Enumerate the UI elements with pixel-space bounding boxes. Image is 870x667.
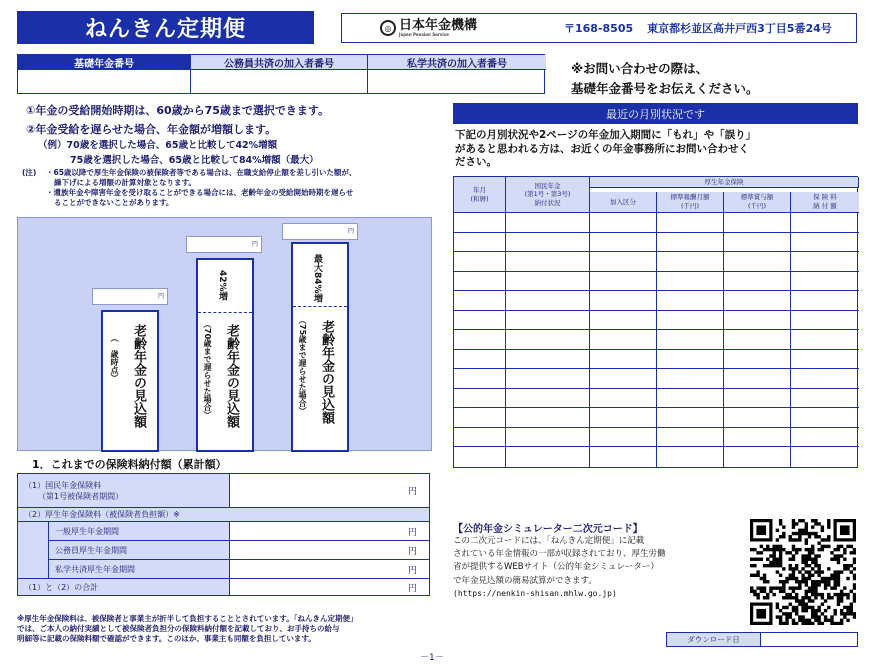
payment-row-total: （1）と（2）の合計 円: [18, 579, 429, 595]
payment-row-koumuin: 公務員厚生年金期間 円: [48, 541, 429, 560]
logo: [380, 19, 530, 37]
monthly-cell: [454, 408, 506, 428]
monthly-cell: [724, 311, 791, 331]
monthly-cell: [724, 272, 791, 292]
bar1-amount: 円: [92, 288, 168, 305]
col-kousei: 厚生年金保険: [590, 177, 859, 188]
intro-point1: ①年金の受給開始時期は、60歳から75歳まで選択できます。: [26, 104, 330, 117]
monthly-cell: [657, 330, 724, 350]
monthly-cell: [454, 350, 506, 370]
logo-sub-text: Japan Pension Service: [399, 32, 449, 37]
monthly-cell: [454, 272, 506, 292]
monthly-cell: [791, 447, 859, 467]
payment-row-ippan: 一般厚生年金期間 円: [48, 522, 429, 541]
monthly-cell: [454, 311, 506, 331]
page-number: －1－: [420, 653, 444, 663]
monthly-cell: [506, 213, 590, 233]
monthly-cell: [657, 311, 724, 331]
payment-row-kousei-header: （2）厚生年金保険料（被保険者負担額）※: [18, 508, 429, 521]
monthly-cell: [724, 330, 791, 350]
monthly-row: [454, 233, 857, 253]
payment-value-kokumin: 円: [229, 474, 429, 507]
monthly-row: [454, 330, 857, 350]
monthly-row: [454, 291, 857, 311]
monthly-cell: [791, 272, 859, 292]
bar1-title: 老齢年金の見込額: [131, 324, 146, 428]
monthly-cell: [454, 252, 506, 272]
private-school-number-header: 私学共済の加入者番号: [368, 55, 546, 70]
monthly-cell: [454, 213, 506, 233]
monthly-description: 下記の月別状況や2ページの年金加入期間に「もれ」や「誤り」 があると思われる方は、お近くの年金事務所にお問い合わせく ださい。: [455, 129, 757, 169]
monthly-cell: [506, 272, 590, 292]
monthly-cell: [454, 369, 506, 389]
bar2-sub: （70歳まで遅らせた場合）: [203, 320, 212, 420]
bar3-title: 老齢年金の見込額: [319, 320, 334, 424]
monthly-table-body: [454, 213, 857, 467]
monthly-cell: [724, 408, 791, 428]
monthly-cell: [724, 389, 791, 409]
monthly-cell: [791, 213, 859, 233]
logo-main-text: 日本年金機構: [399, 18, 478, 33]
monthly-cell: [657, 272, 724, 292]
monthly-row: [454, 311, 857, 331]
monthly-cell: [590, 213, 657, 233]
col-hyojun: 標準報酬月額 (千円): [657, 192, 724, 213]
simulator-url: (https://nenkin-shisan.mhlw.go.jp): [453, 588, 617, 598]
monthly-cell: [506, 311, 590, 331]
postal-code: 〒168-8505: [564, 22, 634, 35]
bar3-sub: （75歳まで遅らせた場合）: [298, 316, 307, 416]
download-date-value: [761, 633, 857, 646]
bar-70: [196, 258, 254, 452]
monthly-cell: [590, 369, 657, 389]
monthly-cell: [506, 389, 590, 409]
monthly-cell: [791, 428, 859, 448]
bar-75: [291, 242, 349, 452]
monthly-cell: [506, 447, 590, 467]
monthly-cell: [791, 389, 859, 409]
address-box: [341, 13, 857, 43]
col-shoyo: 標準賞与額 (千円): [724, 192, 791, 213]
monthly-cell: [791, 369, 859, 389]
inquiry-line2: 基礎年金番号をお伝えください。: [571, 81, 759, 96]
monthly-cell: [657, 233, 724, 253]
monthly-cell: [590, 428, 657, 448]
monthly-cell: [506, 428, 590, 448]
download-date-box: [666, 632, 858, 647]
monthly-cell: [454, 428, 506, 448]
monthly-cell: [506, 330, 590, 350]
monthly-row: [454, 389, 857, 409]
monthly-cell: [506, 350, 590, 370]
monthly-heading: 最近の月別状況です: [453, 103, 858, 124]
payment-row-kokumin: （1）国民年金保険料 （第1号被保険者期間） 円: [18, 474, 429, 508]
monthly-cell: [590, 311, 657, 331]
monthly-cell: [454, 291, 506, 311]
monthly-cell: [590, 330, 657, 350]
monthly-cell: [724, 233, 791, 253]
col-month: 年月 (和暦): [454, 177, 506, 213]
monthly-row: [454, 272, 857, 292]
monthly-cell: [590, 233, 657, 253]
monthly-cell: [506, 291, 590, 311]
monthly-cell: [724, 369, 791, 389]
monthly-cell: [657, 408, 724, 428]
monthly-cell: [657, 389, 724, 409]
note-block: ・65歳以降で厚生年金保険の被保険者等である場合は、在職支給停止額を差し引いた額が、 繰下げによる増額の計算対象となります。 ・遺族年金や障害年金を受け取ることができる場合には、老齢年金の受給開始時期を遅らせ ることができないことがあります。: [46, 168, 357, 208]
monthly-cell: [724, 428, 791, 448]
monthly-cell: [657, 291, 724, 311]
note-label: (注): [22, 168, 37, 177]
pension-number-table: [17, 54, 545, 94]
bar1-sub: （ 歳時点）: [110, 334, 119, 382]
monthly-table: [453, 176, 858, 468]
monthly-cell: [657, 213, 724, 233]
payments-table: [17, 473, 430, 596]
monthly-row: [454, 428, 857, 448]
basic-pension-number-header: 基礎年金番号: [18, 55, 190, 70]
monthly-cell: [724, 447, 791, 467]
monthly-cell: [590, 252, 657, 272]
address: 東京都杉並区高井戸西3丁目5番24号: [647, 22, 832, 35]
simulator-heading: 【公的年金シミュレーター二次元コード】: [453, 524, 643, 535]
monthly-cell: [590, 272, 657, 292]
monthly-cell: [791, 291, 859, 311]
inquiry-line1: ※お問い合わせの際は、: [571, 61, 709, 76]
monthly-cell: [506, 252, 590, 272]
monthly-cell: [724, 350, 791, 370]
monthly-cell: [590, 447, 657, 467]
col-kubun: 加入区分: [590, 192, 657, 213]
col-kokumin: 国民年金 (第1号・第3号) 納付状況: [506, 177, 590, 213]
monthly-row: [454, 350, 857, 370]
monthly-cell: [724, 213, 791, 233]
intro-point2: ②年金受給を遅らせた場合、年金額が増額します。: [26, 123, 277, 136]
monthly-cell: [724, 252, 791, 272]
monthly-cell: [791, 408, 859, 428]
monthly-cell: [657, 252, 724, 272]
logo-icon: ◎: [380, 20, 396, 36]
bar3-increase: 最大84%増: [312, 254, 322, 303]
monthly-cell: [791, 350, 859, 370]
monthly-cell: [590, 350, 657, 370]
monthly-cell: [657, 428, 724, 448]
monthly-cell: [454, 447, 506, 467]
bar2-title: 老齢年金の見込額: [224, 324, 239, 428]
monthly-cell: [724, 291, 791, 311]
monthly-row: [454, 213, 857, 233]
civil-servant-number-header: 公務員共済の加入者番号: [191, 55, 367, 70]
col-hokenryo: 保 険 料 納 付 額: [791, 192, 859, 213]
monthly-cell: [791, 233, 859, 253]
bar2-amount: 円: [186, 236, 262, 253]
pension-estimate-graph: [17, 217, 432, 451]
monthly-cell: [506, 408, 590, 428]
monthly-row: [454, 369, 857, 389]
bar-65: [101, 310, 159, 452]
payments-footnote: ※厚生年金保険料は、被保険者と事業主が折半して負担することとされています。「ねんきん定期便」 では、ご本人の納付実績として被保険者負担分の保険料納付額を記載しており、お手持ちの給与 明細等に記載の保険料額で確認ができます。このほか、事業主も同額を負担しています。: [17, 614, 358, 644]
monthly-cell: [657, 447, 724, 467]
page-title: ねんきん定期便: [17, 11, 314, 44]
simulator-description: この二次元コードには、「ねんきん定期便」に記載 されている年金情報の一部が収録されており、厚生労働 省が提供するWEBサイト（公的年金シミュレーター） で年金見込額の簡易試算ができます。 (https://nenkin-shisan.mhlw.go.jp): [453, 535, 743, 600]
monthly-cell: [791, 330, 859, 350]
monthly-cell: [454, 389, 506, 409]
qr-code[interactable]: [750, 519, 856, 625]
monthly-row: [454, 252, 857, 272]
monthly-cell: [454, 233, 506, 253]
download-date-label: ダウンロード日: [667, 633, 761, 646]
bar3-amount: 円: [282, 223, 358, 240]
monthly-cell: [590, 389, 657, 409]
monthly-cell: [791, 311, 859, 331]
intro-example1: （例）70歳を選択した場合、65歳と比較して42%増額: [38, 140, 278, 151]
monthly-cell: [590, 291, 657, 311]
monthly-cell: [657, 369, 724, 389]
monthly-cell: [657, 350, 724, 370]
monthly-cell: [791, 252, 859, 272]
monthly-cell: [590, 408, 657, 428]
monthly-cell: [506, 233, 590, 253]
intro-example2: 75歳を選択した場合、65歳と比較して84%増額（最大）: [70, 155, 319, 166]
payments-heading: 1．これまでの保険料納付額（累計額）: [32, 458, 227, 471]
monthly-cell: [454, 330, 506, 350]
monthly-cell: [506, 369, 590, 389]
monthly-row: [454, 408, 857, 428]
payment-row-shigaku: 私学共済厚生年金期間 円: [48, 560, 429, 579]
bar2-increase: 42%増: [217, 270, 227, 301]
monthly-row: [454, 447, 857, 467]
